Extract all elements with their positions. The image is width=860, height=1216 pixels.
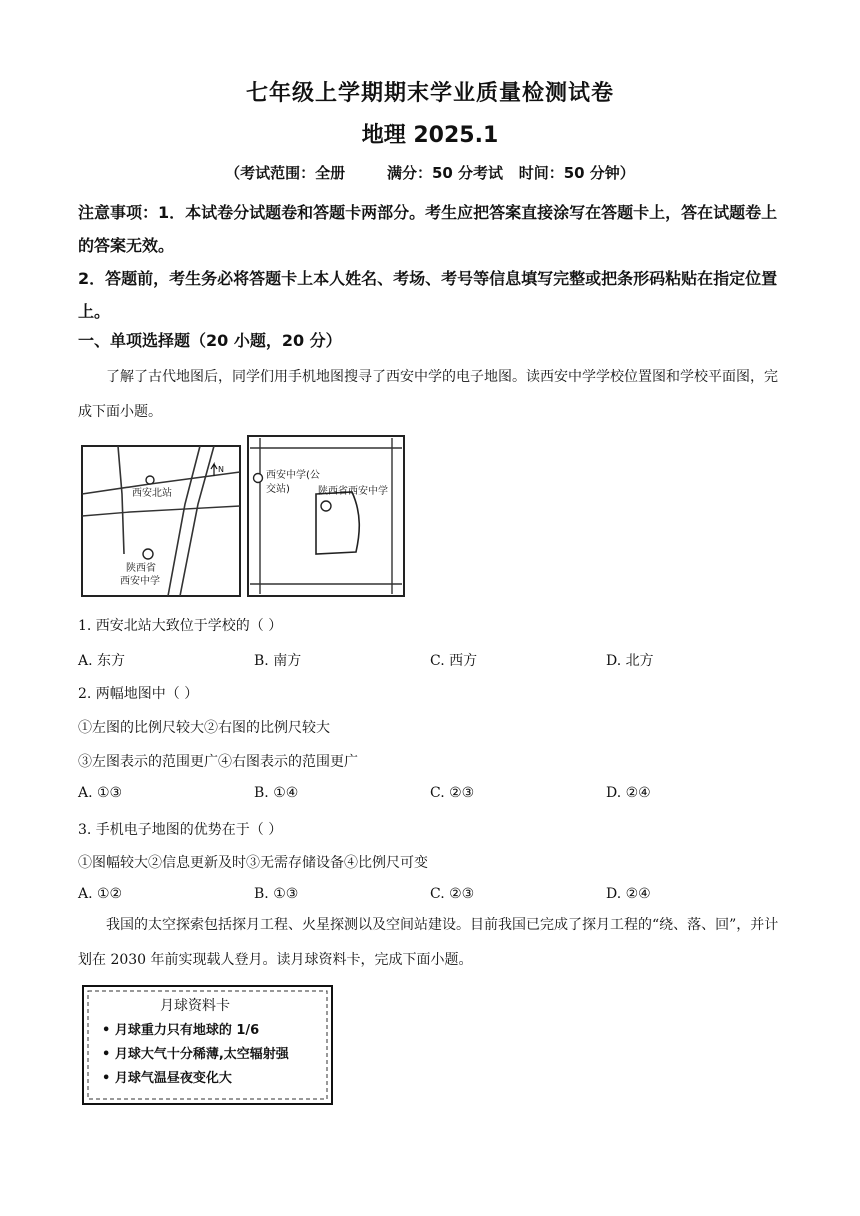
q3-option-b: B. ①③ [254,886,299,902]
right-school-plan-map [248,436,404,596]
q1-option-a: A. 东方 [78,653,126,669]
q1-option-d: D. 北方 [606,653,654,669]
moon-card-item-3: • 月球气温昼夜变化大 [102,1071,232,1086]
bus-stop-marker-icon [254,474,263,483]
campus-outline [316,492,359,554]
q3-statements: ①图幅较大②信息更新及时③无需存储设备④比例尺可变 [78,855,428,871]
bus-stop-label-1: 西安中学(公 [266,470,320,481]
q2-option-c: C. ②③ [430,785,475,801]
question-1-stem: 1. 西安北站大致位于学校的（ ） [78,618,283,634]
left-school-label-1: 陕西省 [126,563,156,574]
moon-card-item-2: • 月球大气十分稀薄,太空辐射强 [102,1047,289,1062]
bus-stop-label-2: 交站) [266,484,290,495]
exam-subtitle: 地理 2025.1 [361,123,499,148]
notice-1: 注意事项：1．本试卷分试题卷和答题卡两部分。考生应把答案直接涂写在答题卡上，答在试题卷上的答案无效。 [78,203,778,255]
q2-statements-1: ①左图的比例尺较大②右图的比例尺较大 [78,720,330,736]
q3-option-d: D. ②④ [606,886,651,902]
question-3-stem: 3. 手机电子地图的优势在于（ ） [78,822,283,838]
question-2-stem: 2. 两幅地图中（ ） [78,686,199,702]
notice-2: 2．答题前，考生务必将答题卡上本人姓名、考场、考号等信息填写完整或把条形码粘贴在指定位置上。 [78,269,778,321]
school-marker-icon [143,549,153,559]
exam-title: 七年级上学期期末学业质量检测试卷 [245,81,614,106]
q3-option-c: C. ②③ [430,886,475,902]
q2-option-a: A. ①③ [78,785,123,801]
moon-card-item-1: • 月球重力只有地球的 1/6 [102,1023,260,1038]
north-arrow-icon [211,464,217,476]
school-maps-figure [80,434,406,600]
q1-option-b: B. 南方 [254,653,302,669]
moon-data-card [80,982,336,1108]
q2-option-d: D. ②④ [606,785,651,801]
campus-marker-icon [321,501,331,511]
q3-option-a: A. ①② [78,886,123,902]
exam-scope: （考试范围：全册 满分：50 分考试 时间：50 分钟） [225,164,635,182]
left-school-label-2: 西安中学 [120,576,160,587]
station-marker-icon [146,476,154,484]
q2-option-b: B. ①④ [254,785,299,801]
q2-statements-2: ③左图表示的范围更广④右图表示的范围更广 [78,754,358,770]
q1-option-c: C. 西方 [430,653,478,669]
north-label: N [218,465,224,474]
moon-card-title: 月球资料卡 [160,998,230,1014]
intro-paragraph-2: 我国的太空探索包括探月工程、火星探测以及空间站建设。目前我国已完成了探月工程的“绕、落、回”，并计划在 2030 年前实现载人登月。读月球资料卡，完成下面小题。 [78,917,779,968]
right-school-label: 陕西省西安中学 [318,486,388,497]
intro-paragraph-1: 了解了古代地图后，同学们用手机地图搜寻了西安中学的电子地图。读西安中学学校位置图和学校平面图，完成下面小题。 [78,369,778,420]
section-title: 一、单项选择题（20 小题，20 分） [78,331,342,350]
station-label: 西安北站 [132,488,172,499]
left-location-map [82,446,240,596]
